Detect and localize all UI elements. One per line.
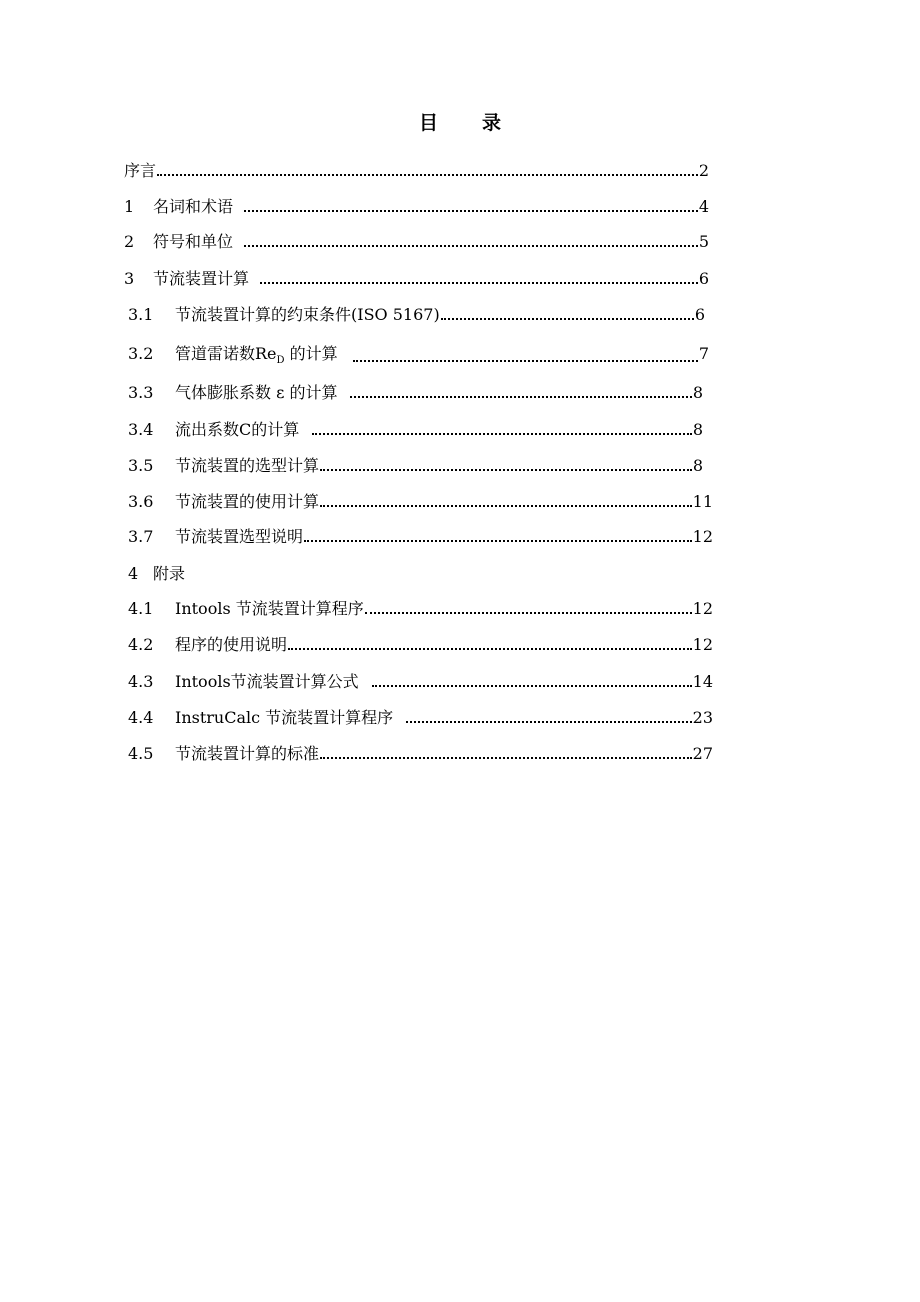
toc-entry-number: 2: [124, 232, 135, 251]
toc-entry-number: 3.5: [128, 456, 154, 475]
toc-page-number: 12: [692, 599, 713, 618]
toc-entry-label: 名词和术语: [153, 197, 234, 216]
page-title: [0, 108, 920, 135]
toc-entry-3-2[interactable]: [128, 343, 709, 372]
toc-entry-number: 3.4: [128, 420, 154, 439]
toc-page-number: 6: [698, 269, 709, 288]
toc-leader: [353, 359, 698, 362]
toc-entry-label: 管道雷诺数$Re_D$ 的计算: [175, 344, 338, 367]
toc-page-number: 14: [692, 672, 713, 691]
toc-entry-4-2[interactable]: [128, 634, 713, 656]
toc-entry-number: 3.7: [128, 527, 154, 546]
title-char-1: 目: [418, 112, 438, 134]
toc-entry-number: 4.1: [128, 599, 154, 618]
toc-entry-3-4[interactable]: [128, 419, 703, 441]
toc-entry-number: 4.4: [128, 708, 154, 727]
toc-entry-number: 4: [128, 564, 139, 583]
toc-entry-4-5[interactable]: [128, 743, 713, 765]
toc-page-number: 27: [692, 744, 713, 763]
toc-entry-3[interactable]: [124, 268, 709, 290]
toc-leader: [244, 209, 698, 212]
toc-entry-number: 4.3: [128, 672, 154, 691]
toc-leader: [350, 395, 691, 398]
toc-entry-label: 节流装置计算的约束条件(ISO 5167): [175, 305, 440, 324]
toc-page-number: 11: [692, 492, 713, 511]
toc-entry-number: 3.6: [128, 492, 154, 511]
toc-entry-2[interactable]: [124, 231, 709, 253]
toc-leader: [372, 684, 692, 687]
toc-leader: [441, 317, 694, 320]
toc-entry-number: 4.5: [128, 744, 154, 763]
toc-entry-label: 流出系数C的计算: [175, 420, 300, 439]
toc-entry-label: 程序的使用说明: [175, 635, 288, 654]
toc-page-number: 23: [692, 708, 713, 727]
toc-entry-4-4[interactable]: [128, 707, 713, 729]
toc-entry-3-5[interactable]: [128, 455, 703, 477]
toc-entry-label: 节流装置计算: [153, 269, 250, 288]
toc-entry-number: 3.2: [128, 344, 154, 363]
toc-entry-3-3[interactable]: [128, 382, 703, 404]
toc-entry-label: Intools 节流装置计算程序: [175, 599, 364, 618]
toc-entry-number: 3.3: [128, 383, 154, 402]
toc-page-number: 7: [698, 344, 709, 363]
toc-page-number: 5: [698, 232, 709, 251]
toc-leader: [406, 720, 691, 723]
toc-entry-number: 4.2: [128, 635, 154, 654]
toc-page-number: 4: [698, 197, 709, 216]
toc-page-number: 2: [698, 161, 709, 180]
toc-entry-preface[interactable]: [124, 160, 709, 182]
toc-entry-3-1[interactable]: [128, 304, 705, 326]
toc-leader: [157, 173, 698, 176]
toc-page-number: 6: [694, 305, 705, 324]
toc-entry-label: 节流装置的使用计算: [175, 492, 320, 511]
toc-leader: [320, 504, 692, 507]
toc-entry-label: 节流装置的选型计算: [175, 456, 320, 475]
toc-leader: [312, 432, 692, 435]
toc-entry-label: 符号和单位: [153, 232, 234, 251]
toc-entry-1[interactable]: [124, 196, 709, 218]
toc-entry-label: 附录: [153, 564, 186, 583]
toc-leader: [288, 647, 692, 650]
toc-entry-label: 气体膨胀系数 ε 的计算: [175, 383, 338, 402]
toc-page-number: 12: [692, 527, 713, 546]
toc-entry-label: Intools节流装置计算公式: [175, 672, 359, 691]
toc-leader: [244, 244, 698, 247]
toc-leader: [260, 281, 698, 284]
toc-entry-label: 序言: [124, 161, 157, 180]
toc-page-number: 8: [692, 420, 703, 439]
toc-entry-4[interactable]: [128, 563, 428, 585]
toc-entry-4-1[interactable]: [128, 598, 713, 620]
toc-leader: [365, 611, 692, 614]
toc-page-number: 8: [692, 383, 703, 402]
toc-entry-label: 节流装置选型说明: [175, 527, 304, 546]
toc-entry-number: 1: [124, 197, 135, 216]
toc-page-number: 8: [692, 456, 703, 475]
toc-page-number: 12: [692, 635, 713, 654]
toc-entry-label: 节流装置计算的标准: [175, 744, 320, 763]
toc-leader: [320, 468, 692, 471]
toc-entry-number: 3.1: [128, 305, 154, 324]
toc-entry-3-7[interactable]: [128, 526, 713, 548]
title-char-2: 录: [482, 112, 502, 134]
toc-leader: [304, 539, 692, 542]
toc-entry-3-6[interactable]: [128, 491, 713, 513]
toc-entry-label: InstruCalc 节流装置计算程序: [175, 708, 394, 727]
toc-entry-4-3[interactable]: [128, 671, 713, 693]
toc-entry-number: 3: [124, 269, 135, 288]
toc-leader: [320, 756, 692, 759]
